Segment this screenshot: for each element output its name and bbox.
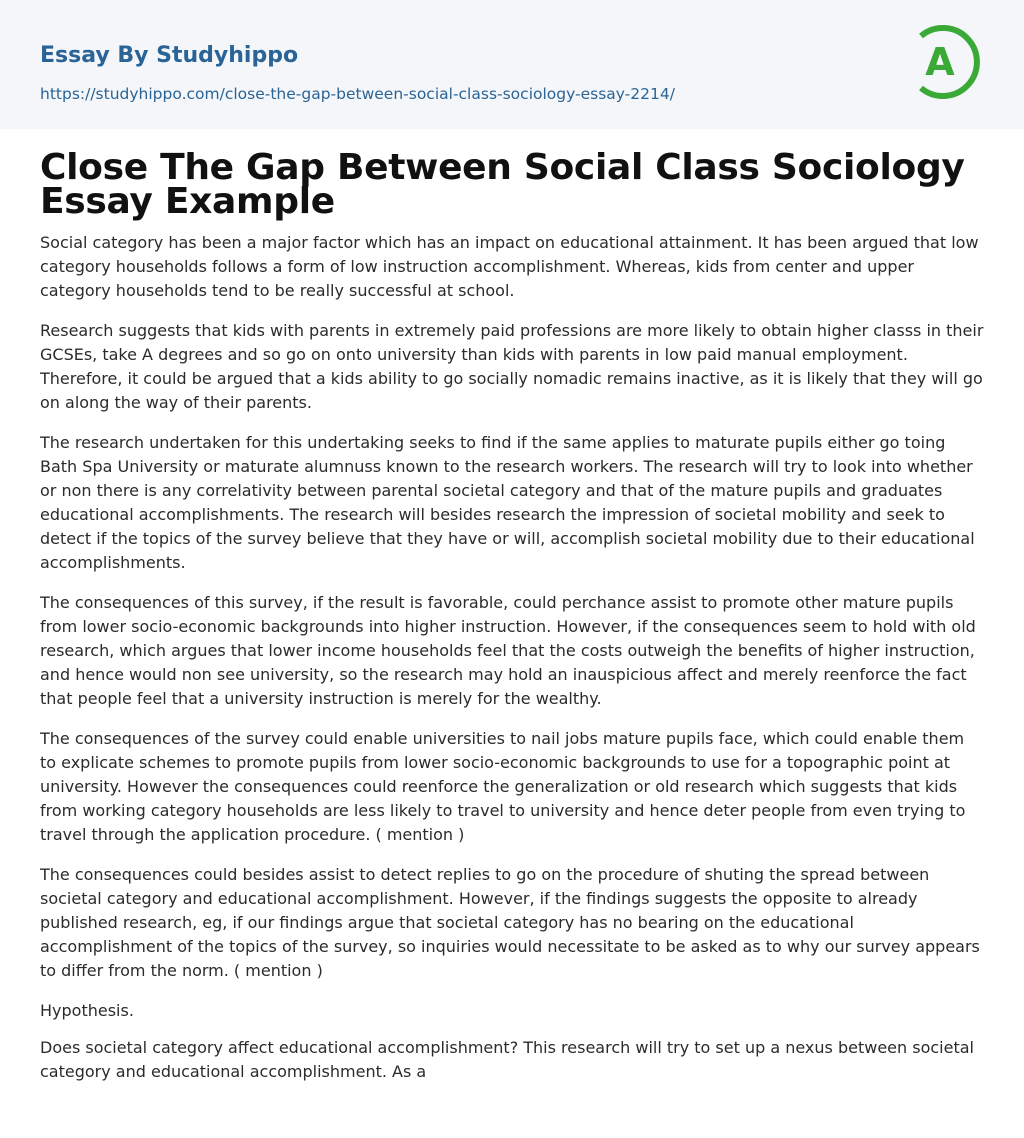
essay-paragraph: The consequences of the survey could enable universities to nail jobs mature pupils face, which could enable them to explicate schemes to promote pupils from lower socio-economic backgrounds to use for a topographic point at university. However the consequences could reenforce the generalization or old research which suggests that kids from working category households are less likely to travel to university and hence deter people from even trying to travel through the application procedure. ( mention ) [40,729,966,844]
studyhippo-logo-icon[interactable] [913,20,985,104]
essay-paragraph: The consequences could besides assist to detect replies to go on the procedure of shuting the spread between societal category and educational accomplishment. However, if the findings suggests the opposite to already published research, eg, if our findings argue that societal category has no bearing on the educational accomplishment of the topics of the survey, so inquiries would necessitate to be asked as to why our survey appears to differ from the norm. ( mention ) [40,865,980,980]
essay-paragraph: Social category has been a major factor which has an impact on educational attainment. It has been argued that low category households follows a form of low instruction accomplishment. Whereas, kids from center and upper category households tend to be really successful at school. [40,233,979,300]
site-title[interactable]: Essay By Studyhippo [40,43,299,68]
site-header [0,0,1024,129]
logo-letter: A [925,40,955,84]
essay-paragraph: Does societal category affect educational accomplishment? This research will try to set up a nexus between societal category and educational accomplishment. As a [40,1038,974,1081]
essay-paragraph: Research suggests that kids with parents in extremely paid professions are more likely to obtain higher classs in their GCSEs, take A degrees and so go on onto university than kids with parents in low paid manual employment. Therefore, it could be argued that a kids ability to go socially nomadic remains inactive, as it is likely that they will go on along the way of their parents. [40,321,984,412]
essay-paragraph: The research undertaken for this undertaking seeks to find if the same applies to maturate pupils either go toing Bath Spa University or maturate alumnuss known to the research workers. The research will try to look into whether or non there is any correlativity between parental societal category and that of the mature pupils and graduates educational accomplishments. The research will besides research the impression of societal mobility and seek to detect if the topics of the survey believe that they have or will, accomplish societal mobility due to their educational accomplishments. [40,433,975,572]
article-main [0,129,1024,1084]
source-url-link[interactable]: https://studyhippo.com/close-the-gap-between-social-class-sociology-essay-2214/ [40,85,675,103]
page-title: Close The Gap Between Social Class Sociology Essay Example [40,147,965,222]
essay-body [40,231,984,1084]
essay-paragraph: The consequences of this survey, if the result is favorable, could perchance assist to promote other mature pupils from lower socio-economic backgrounds into higher instruction. However, if the consequences seem to hold with old research, which argues that lower income households feel that the costs outweigh the benefits of higher instruction, and hence would non see university, so the research may hold an inauspicious affect and merely reenforce the fact that people feel that a university instruction is merely for the wealthy. [40,593,976,708]
essay-subheading: Hypothesis. [40,1001,134,1020]
